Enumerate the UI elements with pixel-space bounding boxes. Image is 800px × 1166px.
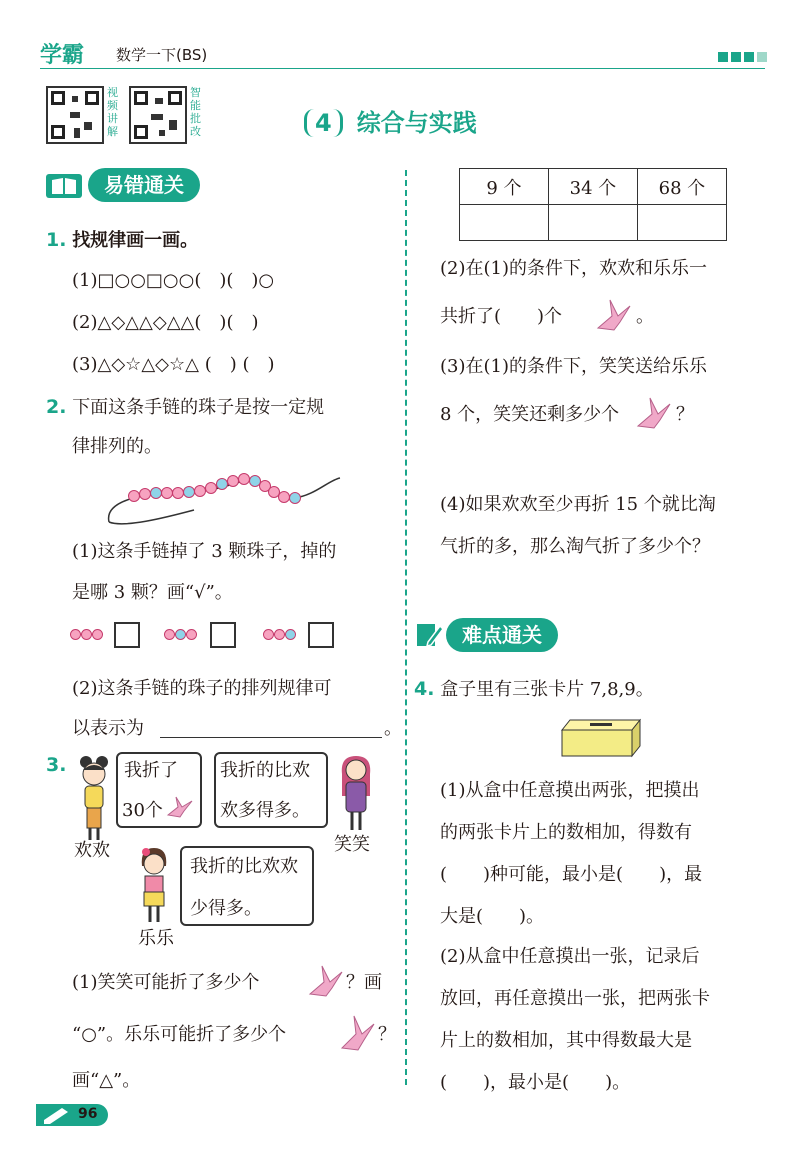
q2-heading xyxy=(46,396,324,419)
table-header-cell: 9 个 xyxy=(460,169,549,205)
table-header-cell: 68 个 xyxy=(638,169,727,205)
q2-p1-line-1: (1)这条手链掉了 3 颗珠子，掉的 xyxy=(72,541,337,562)
bubble3-line-2: 少得多。 xyxy=(190,898,262,919)
qr-code-grading[interactable] xyxy=(129,86,187,144)
answer-box-3[interactable] xyxy=(308,622,334,648)
table-answer-cell[interactable] xyxy=(460,205,549,241)
header-square xyxy=(731,52,741,62)
q1-heading xyxy=(46,229,198,252)
header-square xyxy=(744,52,754,62)
logo: 学霸 xyxy=(40,43,85,68)
girl-lele-illustration xyxy=(136,846,172,926)
q2-intro-1: 下面这条手链的珠子是按一定规 xyxy=(72,397,325,418)
qr-code-video[interactable] xyxy=(46,86,104,144)
q3-p1-line-2b: ？ xyxy=(378,1024,396,1045)
book-subtitle: 数学一下(BS) xyxy=(116,46,208,64)
bead-pink xyxy=(263,629,274,640)
page-number: 96 xyxy=(78,1106,98,1122)
q3-p1-line-2: “○”。乐乐可能折了多少个 xyxy=(72,1024,287,1045)
q3-p4-line-2: 气折的多，那么淘气折了多少个？ xyxy=(440,536,710,557)
girl-xiaoxiao-illustration xyxy=(336,752,376,834)
bubble3-line-1: 我折的比欢欢 xyxy=(190,856,298,877)
header-rule xyxy=(40,68,765,69)
q2-p2-line-1: (2)这条手链的珠子的排列规律可 xyxy=(72,678,332,699)
chapter-number: 4 xyxy=(315,109,332,137)
q3-p1-line-1b: ？画 xyxy=(346,972,382,993)
bead-pink xyxy=(81,629,92,640)
q4-p2-line-2: 放回，再任意摸出一张，把两张卡 xyxy=(440,988,710,1009)
q3-p1-line-3: 画“△”。 xyxy=(72,1070,141,1091)
paper-crane-icon xyxy=(308,964,344,1000)
count-table xyxy=(459,168,727,241)
q1-line-1: (1)□○○□○○( )( )○ xyxy=(72,270,275,291)
q3-p2-period: 。 xyxy=(636,306,654,327)
paper-crane-icon xyxy=(596,298,632,334)
bead-pink xyxy=(186,629,197,640)
pencil-note-icon xyxy=(414,620,444,650)
q3-p3-line-2: 8 个，笑笑还剩多少个 xyxy=(440,404,620,425)
q3-p3-line-1: (3)在(1)的条件下，笑笑送给乐乐 xyxy=(440,356,707,377)
q4-number: 4. xyxy=(414,678,435,700)
paper-crane-icon xyxy=(340,1014,376,1054)
section-hard-points: 难点通关 xyxy=(446,618,558,652)
q3-number: 3. xyxy=(46,754,67,776)
name-lele: 乐乐 xyxy=(138,928,174,949)
header-square xyxy=(718,52,728,62)
column-divider xyxy=(405,170,407,1085)
q1-line-3: (3)△◇☆△◇☆△ ( ) ( ) xyxy=(72,354,275,375)
bead-blue xyxy=(285,629,296,640)
q3-p3-qmark: ？ xyxy=(676,404,694,425)
answer-box-1[interactable] xyxy=(114,622,140,648)
q4-p1-line-2: 的两张卡片上的数相加，得数有 xyxy=(440,822,692,843)
bead-pink xyxy=(70,629,81,640)
bubble1-line-2: 30个 xyxy=(122,800,163,821)
q4-p2-line-3: 片上的数相加，其中得数最大是 xyxy=(440,1030,692,1051)
q4-p1-line-4: 大是( )。 xyxy=(440,906,545,927)
girl-huanhuan-illustration xyxy=(74,756,114,844)
answer-box-2[interactable] xyxy=(210,622,236,648)
bead-blue xyxy=(175,629,186,640)
q2-intro-2: 律排列的。 xyxy=(72,436,162,457)
q4-p2-line-1: (2)从盒中任意摸出一张，记录后 xyxy=(440,946,700,967)
chapter-title: 综合与实践 xyxy=(356,109,477,137)
bead-pink xyxy=(274,629,285,640)
pencil-icon xyxy=(42,1106,72,1124)
section-easy-mistakes: 易错通关 xyxy=(88,168,200,202)
bead-pink xyxy=(92,629,103,640)
chapter-heading xyxy=(304,103,477,138)
card-box-illustration xyxy=(556,718,642,758)
answer-blank-line[interactable] xyxy=(160,737,382,738)
q2-number: 2. xyxy=(46,396,67,418)
q2-p1-line-2: 是哪 3 颗？画“√”。 xyxy=(72,582,233,603)
period: 。 xyxy=(384,718,402,739)
table-header-cell: 34 个 xyxy=(549,169,638,205)
bead-pink xyxy=(164,629,175,640)
q2-p2-line-2: 以表示为 xyxy=(72,718,144,739)
book-icon xyxy=(46,174,82,198)
chapter-number-badge xyxy=(304,109,343,137)
q4-p1-line-1: (1)从盒中任意摸出两张，把摸出 xyxy=(440,780,700,801)
qr-label-video: 视频讲解 xyxy=(107,86,118,138)
q3-p1-line-1: (1)笑笑可能折了多少个 xyxy=(72,972,260,993)
qr-label-grading: 智能批改 xyxy=(190,86,201,138)
table-answer-cell[interactable] xyxy=(549,205,638,241)
q1-line-2: (2)△◇△△◇△△( )( ) xyxy=(72,312,259,333)
table-answer-cell[interactable] xyxy=(638,205,727,241)
q3-p2-line-1: (2)在(1)的条件下，欢欢和乐乐一 xyxy=(440,258,707,279)
bubble2-line-2: 欢多得多。 xyxy=(220,800,310,821)
q4-heading xyxy=(414,678,654,701)
paper-crane-icon xyxy=(636,396,672,432)
header-square xyxy=(757,52,767,62)
name-huanhuan: 欢欢 xyxy=(74,840,110,861)
q3-p4-line-1: (4)如果欢欢至少再折 15 个就比淘 xyxy=(440,494,716,515)
bubble2-line-1: 我折的比欢 xyxy=(220,760,310,781)
bubble1-line-1: 我折了 xyxy=(124,760,178,781)
q4-p1-line-3: ( )种可能，最小是( )，最 xyxy=(440,864,703,885)
paper-crane-icon xyxy=(166,795,194,819)
name-xiaoxiao: 笑笑 xyxy=(334,834,370,855)
q3-p2-line-2: 共折了( )个 xyxy=(440,306,563,327)
q4-title: 盒子里有三张卡片 7,8,9。 xyxy=(440,679,654,700)
q1-number: 1. xyxy=(46,229,67,251)
q4-p2-line-4: ( )，最小是( )。 xyxy=(440,1072,631,1093)
q1-title: 找规律画一画。 xyxy=(72,230,199,251)
bracelet-illustration xyxy=(104,470,344,530)
